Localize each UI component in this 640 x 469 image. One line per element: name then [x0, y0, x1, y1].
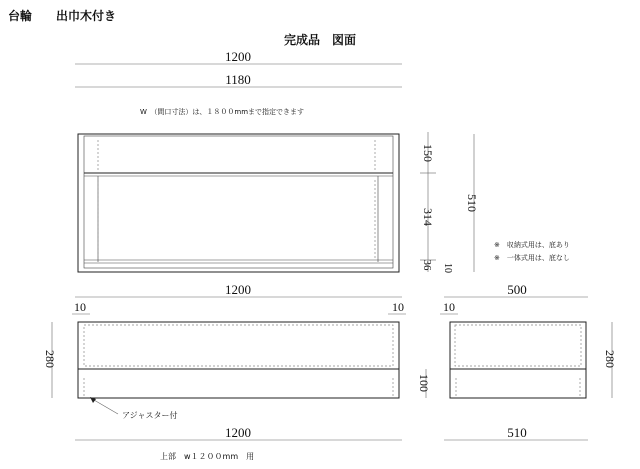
bottom-note: 上部 w１２００mm 用 — [160, 452, 255, 461]
dim-side-bottom-depth — [444, 425, 588, 440]
dim-overall-width-label: 1200 — [225, 49, 251, 64]
dim-bottom-height-label: 36 — [421, 259, 433, 271]
side-upper-body — [450, 322, 586, 369]
w-note: W （間口寸法）は、１８００mmまで指定できます — [140, 108, 305, 116]
storage-note: ※ 収納式用は、底あり — [494, 241, 570, 249]
dim-side-offset-label: 10 — [443, 300, 455, 314]
front-view — [78, 134, 399, 272]
dim-overall-width — [75, 49, 402, 64]
dim-side-depth — [444, 282, 588, 297]
dim-left-offset-label: 10 — [74, 300, 86, 314]
dim-middle-height-label: 314 — [421, 208, 435, 226]
adjuster-callout — [90, 397, 178, 420]
front-inner-frame — [84, 136, 393, 268]
dim-bottom-width — [75, 425, 402, 440]
drawing-title: 台輪 出巾木付き — [8, 9, 117, 23]
dim-right-offset-label: 10 — [392, 300, 404, 314]
dim-plan-upper-height-label: 280 — [43, 350, 57, 368]
dim-side-height — [603, 322, 617, 398]
front-outer-frame — [78, 134, 399, 272]
dim-inner-width-label: 1180 — [225, 72, 251, 87]
adjuster-label: アジャスター付 — [122, 411, 178, 420]
plan-upper-body — [78, 322, 399, 369]
dim-bottom-gap-label: 10 — [442, 263, 453, 273]
dim-plan-upper-height — [43, 322, 57, 398]
plan-view — [78, 322, 399, 398]
dim-plan-base-height — [417, 369, 431, 398]
dim-front-vertical — [420, 132, 453, 273]
side-base — [450, 369, 586, 398]
plan-base — [78, 369, 399, 398]
dim-total-height-label: 510 — [465, 194, 479, 212]
dim-side-bottom-depth-label: 510 — [507, 425, 527, 440]
dim-side-depth-label: 500 — [507, 282, 527, 297]
side-hidden-inner — [455, 325, 581, 366]
dim-top-height-label: 150 — [421, 144, 435, 162]
dim-plan-width — [75, 282, 402, 297]
dim-total-height — [465, 134, 479, 272]
dim-plan-base-height-label: 100 — [417, 374, 431, 392]
dim-plan-width-label: 1200 — [225, 282, 251, 297]
dim-side-height-label: 280 — [603, 350, 617, 368]
plan-hidden-inner — [84, 325, 393, 366]
drawing-subtitle: 完成品 図面 — [284, 33, 357, 47]
dim-bottom-width-label: 1200 — [225, 425, 251, 440]
dim-inner-width — [75, 72, 402, 87]
side-view — [450, 322, 586, 398]
onepiece-note: ※ 一体式用は、底なし — [494, 254, 570, 262]
